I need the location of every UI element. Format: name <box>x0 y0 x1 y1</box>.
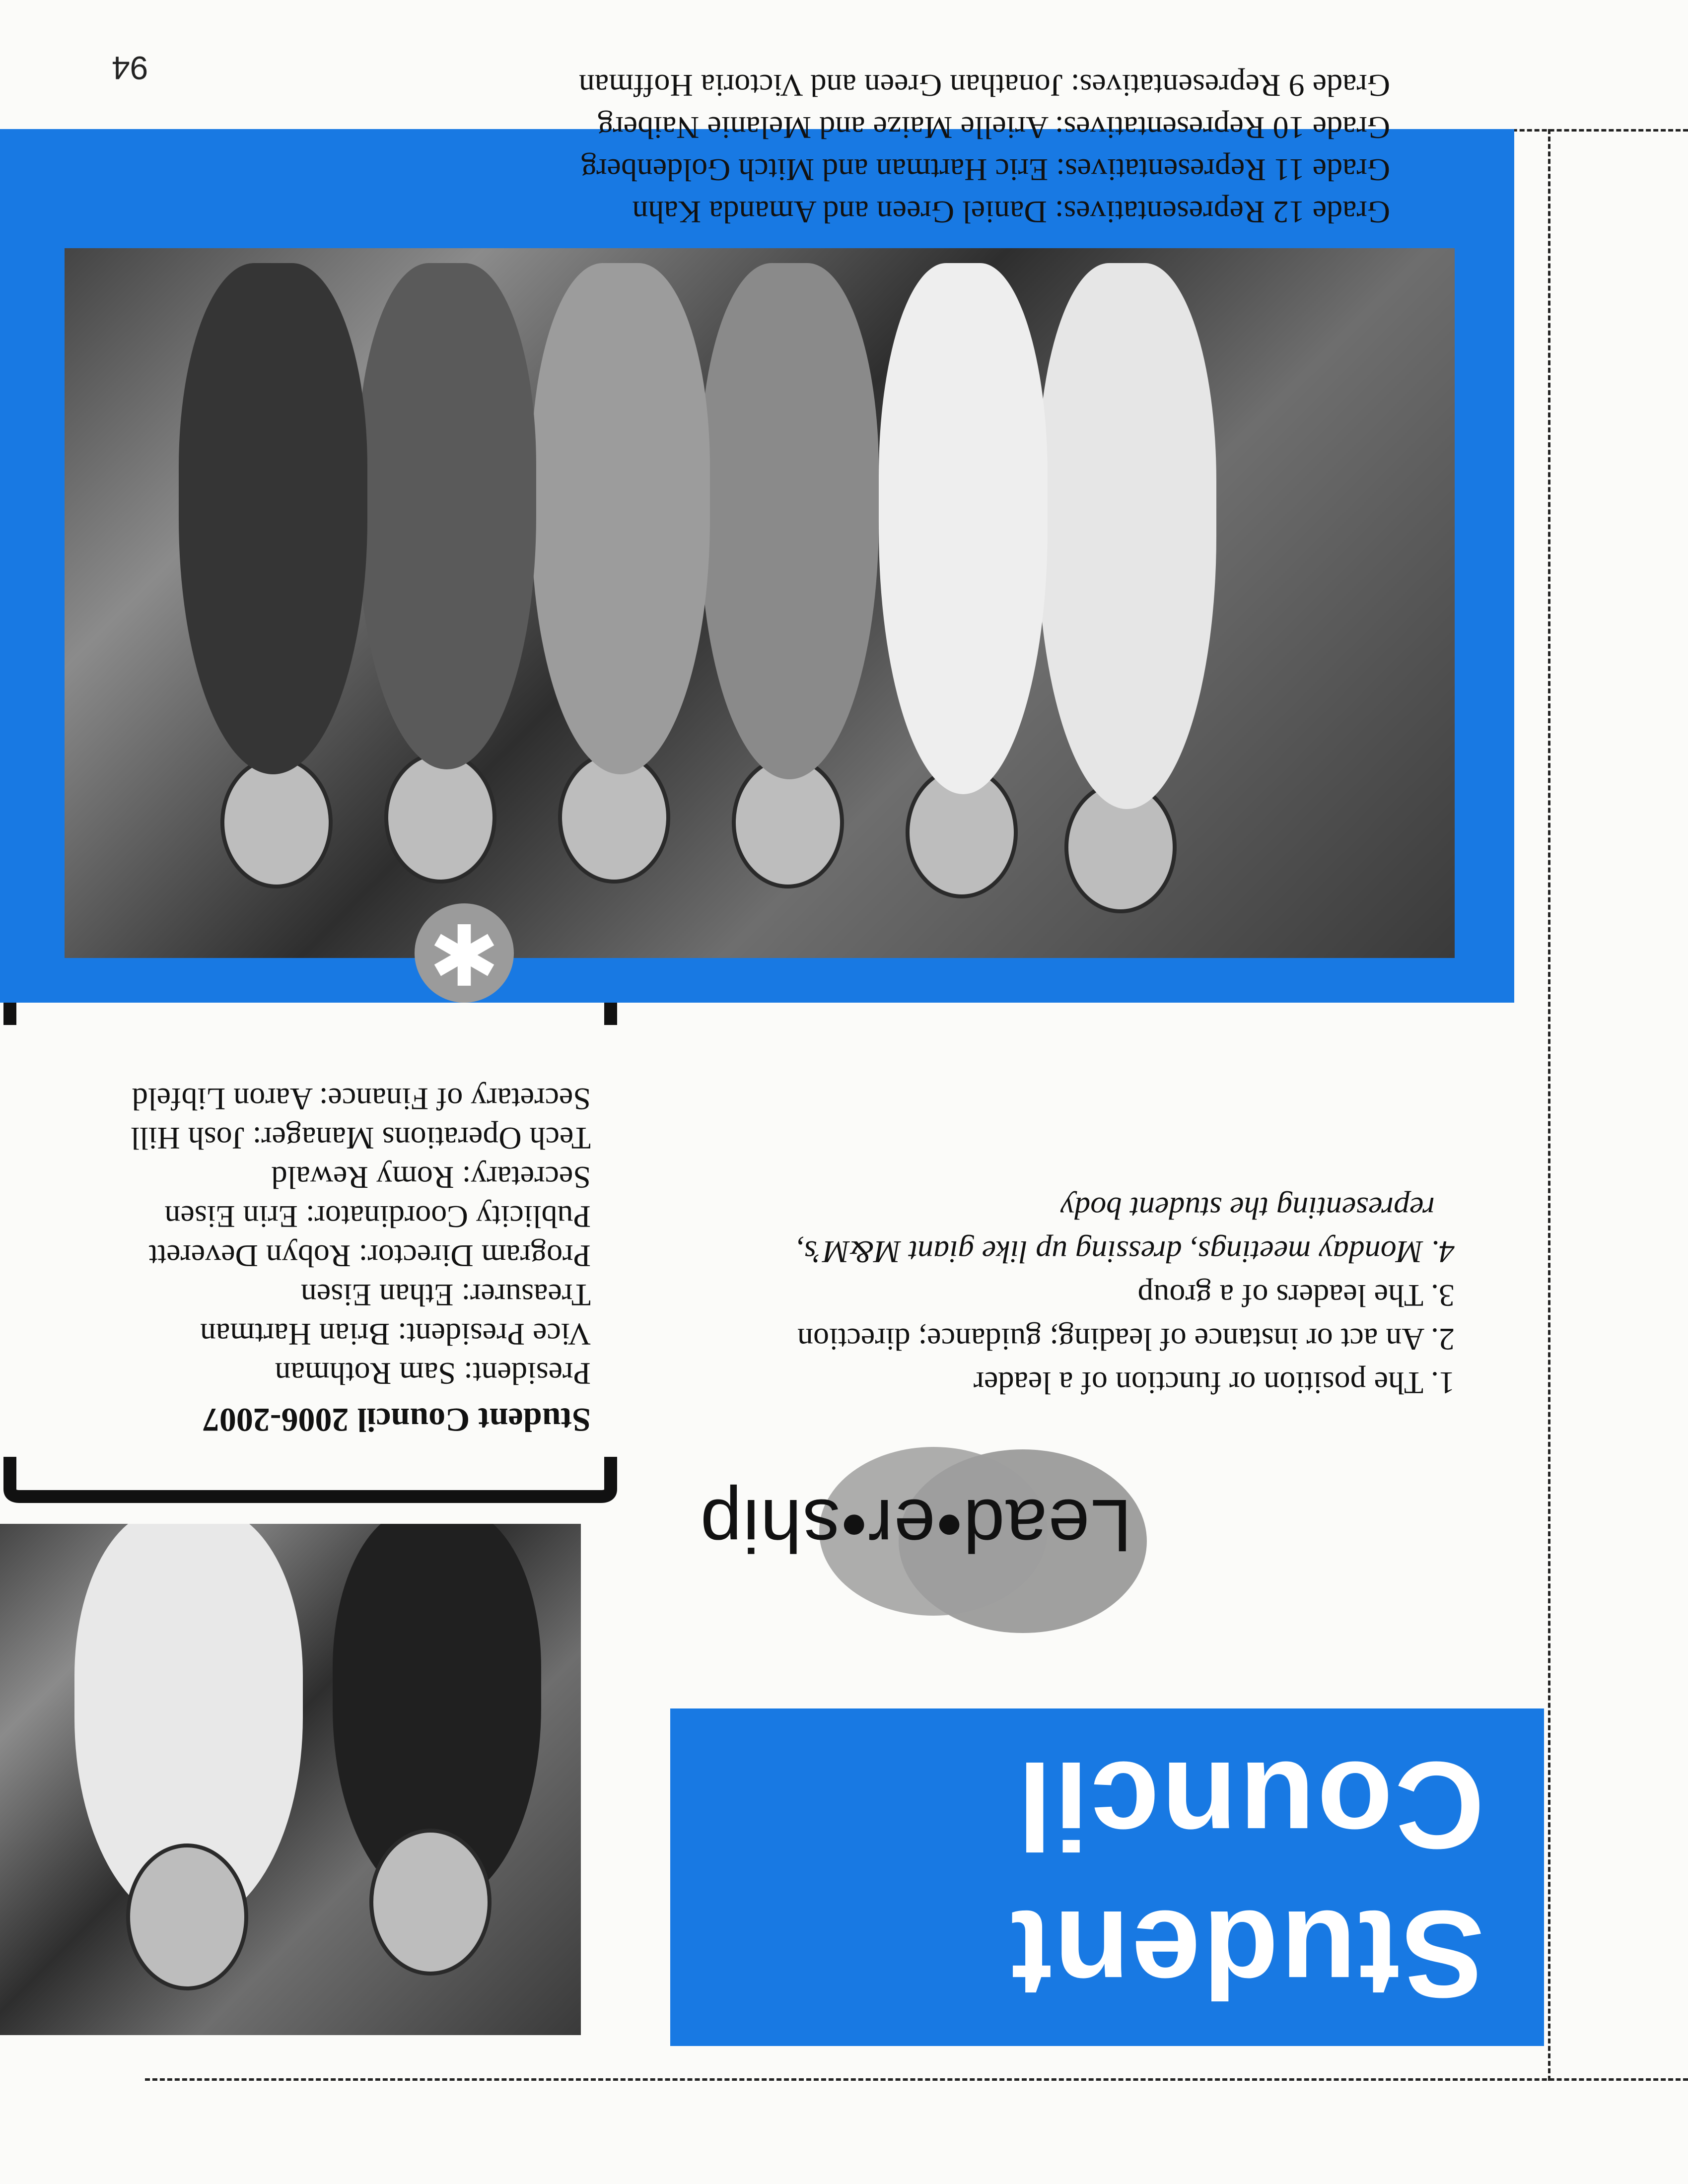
council-member: Treasurer: Ethan Eisen <box>300 1278 591 1313</box>
definition-item: 2. An act or instance of leading; guidance; direction <box>797 1322 1455 1357</box>
definition-item: representing the student body <box>1060 1191 1435 1226</box>
photo-person-head <box>220 756 333 888</box>
council-member: Vice President: Brian Hartman <box>200 1317 591 1352</box>
council-member: Secretary: Romy Rewald <box>271 1160 591 1195</box>
photo-person <box>179 263 367 774</box>
photo-person-head <box>126 1843 248 1990</box>
title-line-2: Council <box>1015 1736 1484 1875</box>
council-officers-box <box>0 978 621 1504</box>
definition-item: 1. The position or function of a leader <box>973 1365 1455 1401</box>
photo-person <box>1038 263 1216 809</box>
leadership-logo-text: Lead•er•ship <box>699 1484 1132 1568</box>
representatives-item: Grade 11 Representatives: Eric Hartman and Mitch Goldenberg <box>581 152 1390 188</box>
photo-person <box>879 263 1048 794</box>
photo-person <box>357 263 536 769</box>
representatives-group-photo <box>65 248 1455 958</box>
council-member: Tech Operations Manager: Josh Hill <box>131 1121 591 1156</box>
council-title: Student Council 2006-2007 <box>202 1401 591 1439</box>
definition-item: 3. The leaders of a group <box>1137 1278 1455 1313</box>
council-officers-list <box>20 1080 591 1439</box>
representatives-list <box>50 65 1390 233</box>
photo-person-head <box>384 751 496 884</box>
definition-item: 4. Monday meetings, dressing up like giant M&M’s, <box>796 1234 1455 1270</box>
representatives-item: Grade 9 Representatives: Jonathan Green and Victoria Hoffman <box>578 68 1390 103</box>
photo-person <box>531 263 710 774</box>
council-member: Publicity Coordinator: Erin Eisen <box>164 1199 591 1234</box>
photo-person <box>700 263 879 779</box>
asterisk-icon: ✱ <box>415 903 514 1003</box>
representatives-item: Grade 12 Representatives: Daniel Green and Amanda Kahn <box>632 195 1390 230</box>
bracket-top <box>0 1454 621 1504</box>
cut-line-side <box>1548 129 1550 2081</box>
leadership-definitions <box>660 1186 1455 1405</box>
representatives-item: Grade 10 Representatives: Arielle Maize and Melanie Naiberg <box>597 110 1390 145</box>
photo-person-head <box>369 1829 492 1976</box>
council-member: Program Director: Robyn Deverett <box>148 1238 591 1274</box>
council-member: Secretary of Finance: Aaron Libfeld <box>132 1082 591 1117</box>
title-box <box>670 1708 1544 2046</box>
page-number: 94 <box>112 50 148 86</box>
cut-line-top <box>145 2078 1688 2081</box>
council-officers-photo <box>0 1524 581 2035</box>
council-member: President: Sam Rothman <box>275 1356 591 1391</box>
title-line-1: Student <box>1008 1885 1484 2024</box>
